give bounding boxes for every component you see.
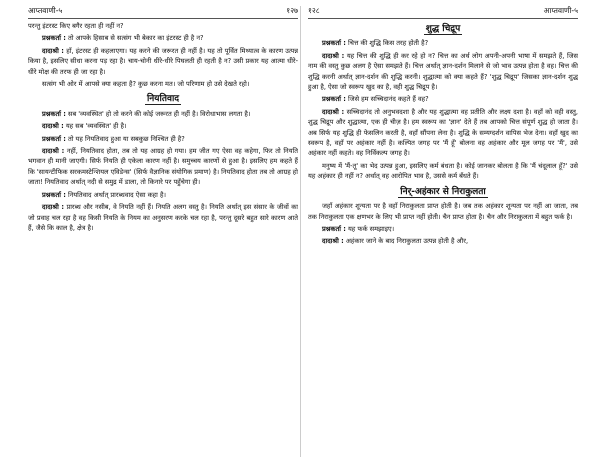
- paragraph: [308, 224, 578, 234]
- speaker-label: प्रश्नकर्ता :: [42, 134, 66, 143]
- paragraph: [308, 201, 578, 222]
- page-gutter: [300, 6, 301, 457]
- paragraph-text: जिसे हम सच्चिदानंद कहते हैं वह?: [345, 95, 429, 104]
- speaker-label: प्रश्नकर्ता :: [42, 34, 66, 43]
- paragraph: [28, 79, 298, 89]
- right-page-header: [308, 4, 578, 19]
- paragraph-text: यह फर्क समझाइए।: [345, 224, 395, 233]
- speaker-label: दादाश्री :: [322, 51, 345, 60]
- paragraph: [28, 46, 298, 77]
- paragraph-text: नियतिवाद अर्थात् प्रारब्धवाद ऐसा कहा है।: [65, 190, 166, 199]
- left-paragraphs-2: [28, 109, 298, 233]
- speaker-label: प्रश्नकर्ता :: [322, 39, 346, 48]
- left-page-header: [28, 4, 298, 19]
- left-page-number: १२७: [286, 6, 298, 15]
- paragraph: [28, 21, 298, 31]
- section-heading-text: निर्-अहंकार से निराकुलता: [400, 186, 486, 197]
- paragraph-text: सब 'व्यवस्थित' हो तो करने की कोई जरूरत ही नहीं है। विरोधाभास लगता है।: [65, 109, 251, 118]
- paragraph: [308, 236, 578, 246]
- right-paragraphs-1: [308, 38, 578, 181]
- paragraph-text: यह सब 'व्यवस्थित' ही है।: [63, 122, 127, 131]
- right-page-number: १२८: [308, 6, 320, 15]
- paragraph: [308, 51, 578, 93]
- paragraph: [28, 190, 298, 200]
- speaker-label: दादाश्री :: [322, 237, 344, 246]
- paragraph-text: सत्संग भी ओर में आपसे क्या कहता है? कुछ करना मत। जो परिणाम हो उसे देखते रहो।: [42, 80, 250, 89]
- section-heading: [308, 24, 578, 34]
- paragraph: [28, 109, 298, 119]
- speaker-label: प्रश्नकर्ता :: [322, 95, 346, 104]
- section-heading: [28, 94, 298, 104]
- paragraph-text: प्रारब्ध और नसीब, वे नियति नहीं हैं। नियति अलग वस्तु है। नियति अर्थात् इस संसार के जीवों का जो प्रवाह चल रहा है वह किसी नियति के नियम का अनुसरण करके चल रहा है, परन्तु दूसरे बहुत सारे कारण आते हैं, जैसे कि काल है, क्षेत्र है।: [28, 203, 298, 232]
- paragraph-text: चित्त की शुद्धि किस तरह होती है?: [345, 39, 429, 48]
- paragraph-text: यह चित्त की शुद्धि ही कर रहे हो न? चित्त का अर्थ लोग अपनी-अपनी भाषा में समझते हैं, जिस नाम की वस्तु कुछ अलग है ऐसा समझते हैं। चित्त अर्थात् ज्ञान-दर्शन मिलाने से जो भाव उत्पन्न होता है वह। चित्त की शुद्धि करनी अर्थात् ज्ञान-दर्शन की शुद्धि करनी। शुद्धात्मा को क्या कहते हैं? 'शुद्ध चिद्रूप' जिसका ज्ञान-दर्शन शुद्ध हुआ है, ऐसा जो स्वरूप खुद का है, वही शुद्ध चिद्रूप है।: [308, 51, 578, 92]
- paragraph-text: परन्तु इंटरस्ट किए बगैर रहता ही नहीं न?: [28, 22, 124, 30]
- section-heading: [308, 187, 578, 197]
- left-page: [28, 0, 298, 463]
- paragraph: [28, 121, 298, 131]
- speaker-label: प्रश्नकर्ता :: [42, 109, 66, 118]
- right-header-title: आप्तवाणी-५: [543, 6, 578, 15]
- paragraph-text: जहाँ अहंकार शून्यता पर है वहाँ निराकुलता प्राप्त होती है। जब तक अहंकार शून्यता पर नहीं आ जाता, तब तक निराकुलता एक क्षणभर के लिए भी प्राप्त नहीं होती। चैन प्राप्त होता है। चैन और निराकुलता में बहुत फर्क है।: [308, 202, 578, 221]
- paragraph: [308, 38, 578, 48]
- section-heading-text: शुद्ध चिद्रूप: [425, 24, 461, 34]
- paragraph-text: अहंकार जाने के बाद निराकुलता उत्पन्न होती है और,: [343, 237, 469, 246]
- speaker-label: दादाश्री :: [42, 203, 65, 212]
- right-paragraphs-2: [308, 201, 578, 247]
- paragraph: [308, 107, 578, 159]
- paragraph-text: मनुष्य में 'मैं-तू' का भेद उत्पन्न हुआ, इसलिए कर्म बंधता है। कोई जानकर बोलता है कि 'मैं चंदूलाल हूँ?' उसे यह अहंकार ही नहीं न? अर्थात् वह आरोपित भाव है, उससे कर्म बँधते हैं।: [308, 161, 578, 181]
- paragraph-text: सच्चिदानंद तो अनुभवदशा है और यह शुद्धात्मा वह प्रतीति और लक्ष्य दशा है। वहाँ को वही वस्तु, शुद्ध चिद्रूप और शुद्धात्मा, एक ही चीज़ है। हम स्वरूप का 'ज्ञान' देते हैं तब आपको चित्त संपूर्ण शुद्ध हो जाता है। अब सिर्फ यह शुद्धि ही फेसलिन करती है, वहाँ सौंपना लेना है। शुद्धि के सम्यग्दर्शन वापिस भेज देना। वहाँ खुद का स्वरूप है, वहाँ पर अहंकार नहीं है। कल्पित जगह पर 'मैं हूँ' बोलना वह अहंकार और मूल जगह पर 'मैं', उसे अहंकार नहीं कहते। वह निर्विकल्प जगह है।: [308, 107, 578, 158]
- paragraph-text: हाँ, इंटरस्ट ही कहलाएगा। यह करने की जरूरत ही नहीं है। यह तो पूर्वित मिथ्यात्व के कारण उत्पन्न किया है, इसलिए सीधा करना पड़ रहा है। चाय-चोनी धीरे-धीरे पिघलती ही रहती है न? उसी प्रकार यह आत्मा धीरे-धीरे मोक्ष की तरफ ही जा रहा है।: [28, 46, 298, 76]
- speaker-label: दादाश्री :: [42, 147, 65, 156]
- speaker-label: दादाश्री :: [42, 122, 64, 131]
- section-heading-text: नियतिवाद: [146, 94, 180, 105]
- paragraph: [28, 202, 298, 233]
- left-paragraphs-1: [28, 21, 298, 89]
- paragraph: [28, 134, 298, 144]
- paragraph: [308, 161, 578, 182]
- paragraph-text: तो आपके हिसाब से सत्संग भी बेकार का इंटरस्ट ही है न?: [65, 34, 204, 43]
- paragraph-text: नहीं, नियतिवाद होता, तब तो यह आग्रह हो गया। हम जीत गए ऐसा वह कहेगा, फिर तो नियति भगवान ही मानी जाएगी। सिर्फ नियति ही एकेला कारण नहीं है। समुच्चय कारणों से हुआ है। इसलिए हम कहते हैं कि 'सायन्टीफिक सरकमस्टेन्शियल एविडेन्स' (सिर्फ वैज्ञानिक संयोगिक प्रमाण) है। नियतिवाद होता तब तो आग्रह हो जाता! नियतिवाद अर्थात् नदी से समुद्र में डाला, तो किनारे पर पहुँचेगा ही।: [28, 147, 298, 187]
- right-page-body: [308, 24, 578, 247]
- speaker-label: दादाश्री :: [42, 46, 64, 55]
- paragraph: [308, 94, 578, 104]
- speaker-label: प्रश्नकर्ता :: [42, 190, 66, 199]
- paragraph: [28, 33, 298, 43]
- paragraph: [28, 146, 298, 188]
- speaker-label: दादाश्री :: [322, 107, 345, 116]
- left-header-title: आप्तवाणी-५: [28, 6, 63, 15]
- speaker-label: प्रश्नकर्ता :: [322, 224, 346, 233]
- right-page: [308, 0, 578, 463]
- left-page-body: [28, 21, 298, 233]
- paragraph-text: तो यह नियतिवाद हुआ या सबकुछ निश्चित ही है?: [65, 134, 185, 143]
